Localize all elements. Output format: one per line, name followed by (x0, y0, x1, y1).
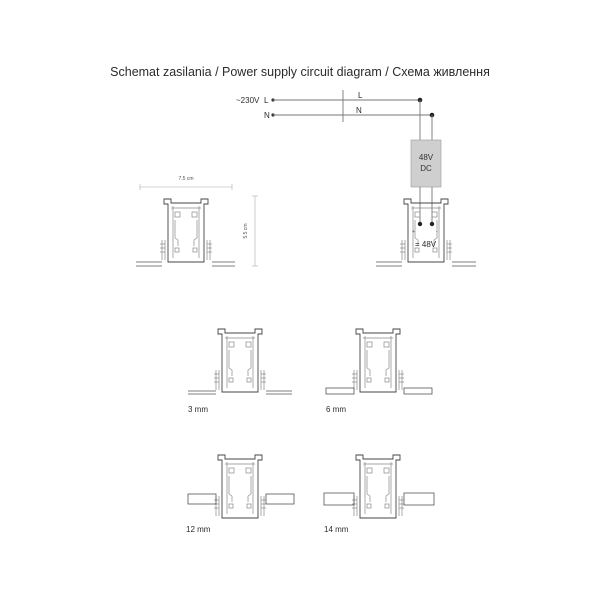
powered-profile (376, 199, 476, 266)
variant-14mm-ceiling-left (324, 493, 354, 505)
plus-sign: + (412, 229, 415, 235)
powered-ceiling-lines (376, 262, 476, 266)
track-minus-dot (430, 222, 434, 226)
switch-live-label: L (358, 91, 363, 100)
profile-section-drawing (160, 199, 212, 262)
variant-6mm-ceiling-right (404, 388, 432, 394)
powered-profile-drawing (400, 199, 452, 262)
variant-12mm-profile (214, 455, 266, 518)
variant-3mm (188, 329, 292, 414)
track-plus-dot (418, 222, 422, 226)
width-dimension-label: 7.5 cm (178, 176, 194, 182)
variant-12mm (186, 455, 294, 534)
reference-profile (136, 176, 258, 266)
ceiling-panel-lines (136, 262, 235, 266)
variant-14mm-profile (352, 455, 404, 518)
variant-3mm-label: 3 mm (188, 405, 208, 414)
mains-voltage-label: ~230V (236, 96, 260, 105)
psu-voltage-label: 48V (418, 153, 434, 162)
variant-12mm-ceiling-right (266, 494, 294, 504)
live-terminal-label: L (264, 96, 269, 105)
variant-14mm-ceiling-right (404, 493, 434, 505)
minus-sign: - (436, 229, 438, 235)
mains-wiring (236, 90, 434, 140)
track-voltage-label: = 48V (415, 240, 437, 249)
variant-6mm (326, 329, 432, 414)
variant-12mm-ceiling-left (188, 494, 216, 504)
variant-3mm-profile (214, 329, 266, 392)
variant-6mm-ceiling-left (326, 388, 354, 394)
diagram-title: Schemat zasilania / Power supply circuit diagram / Схема живлення (110, 65, 490, 79)
variant-6mm-profile (352, 329, 404, 392)
neutral-terminal-label: N (264, 111, 270, 120)
height-dimension-label: 5.5 cm (243, 223, 249, 239)
variant-14mm-label: 14 mm (324, 525, 349, 534)
psu-type-label: DC (420, 164, 432, 173)
variant-3mm-ceiling (188, 391, 292, 394)
switch-neutral-label: N (356, 106, 362, 115)
variant-12mm-label: 12 mm (186, 525, 211, 534)
variant-6mm-label: 6 mm (326, 405, 346, 414)
variant-14mm (324, 455, 434, 534)
psu-box (411, 140, 441, 224)
